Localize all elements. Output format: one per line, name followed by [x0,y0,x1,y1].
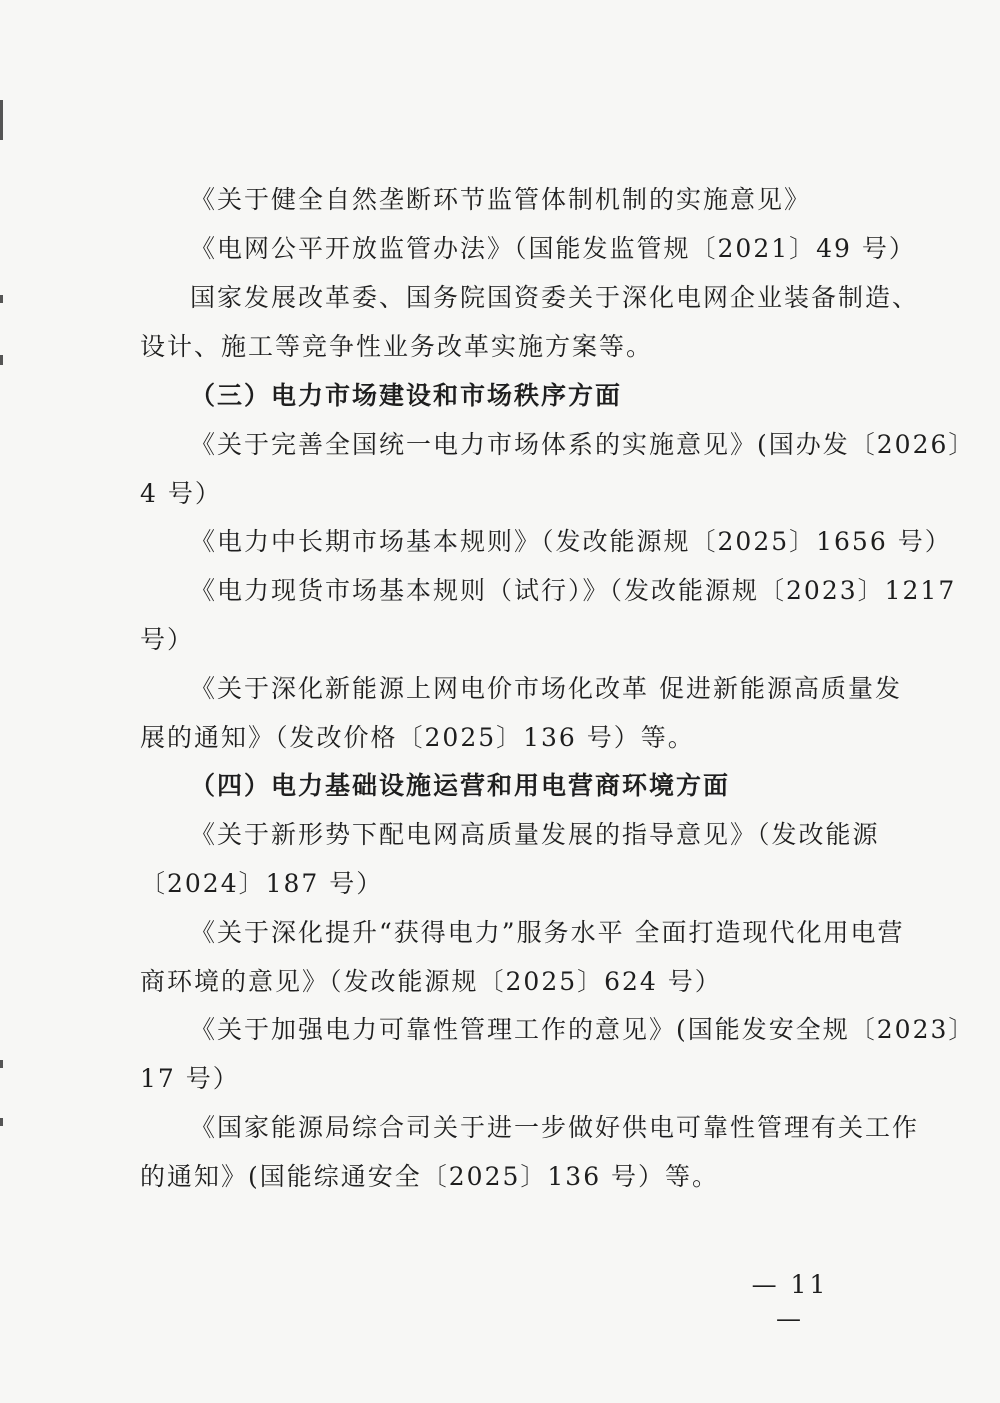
text-line-3: 国家发展改革委、国务院国资委关于深化电网企业装备制造、 [190,283,920,312]
scan-edge-mark [0,295,3,303]
text-line-19: 17 号） [140,1064,240,1093]
text-line-6: 《关于完善全国统一电力市场体系的实施意见》(国办发〔2026〕 [190,430,976,459]
scan-edge-mark [0,1060,3,1068]
text-line-15: 〔2024〕187 号） [140,869,384,898]
page-number: — 11 — [751,1270,829,1333]
scan-edge-mark [0,100,3,140]
text-line-20: 《国家能源局综合司关于进一步做好供电可靠性管理有关工作 [190,1113,920,1142]
scan-edge-mark [0,355,3,365]
text-line-4: 设计、施工等竞争性业务改革实施方案等。 [140,332,654,361]
text-line-14: 《关于新形势下配电网高质量发展的指导意见》（发改能源 [190,820,880,849]
text-line-18: 《关于加强电力可靠性管理工作的意见》(国能发安全规〔2023〕 [190,1015,976,1044]
text-line-2: 《电网公平开放监管办法》（国能发监管规〔2021〕49 号） [190,234,916,263]
text-line-17: 商环境的意见》（发改能源规〔2025〕624 号） [140,967,722,996]
text-line-7: 4 号） [140,479,222,508]
section-heading-3: （三）电力市场建设和市场秩序方面 [190,381,623,410]
text-line-8: 《电力中长期市场基本规则》（发改能源规〔2025〕1656 号） [190,527,952,556]
section-heading-4: （四）电力基础设施运营和用电营商环境方面 [190,771,731,800]
text-line-1: 《关于健全自然垄断环节监管体制机制的实施意见》 [190,185,812,214]
text-line-11: 《关于深化新能源上网电价市场化改革 促进新能源高质量发 [190,674,902,703]
text-line-10: 号） [140,625,195,654]
text-line-21: 的通知》(国能综通安全〔2025〕136 号）等。 [140,1162,720,1191]
text-line-16: 《关于深化提升“获得电力”服务水平 全面打造现代化用电营 [190,918,905,947]
text-line-9: 《电力现货市场基本规则（试行）》（发改能源规〔2023〕1217 [190,576,957,605]
text-line-12: 展的通知》（发改价格〔2025〕136 号）等。 [140,723,695,752]
scan-edge-mark [0,1118,3,1126]
